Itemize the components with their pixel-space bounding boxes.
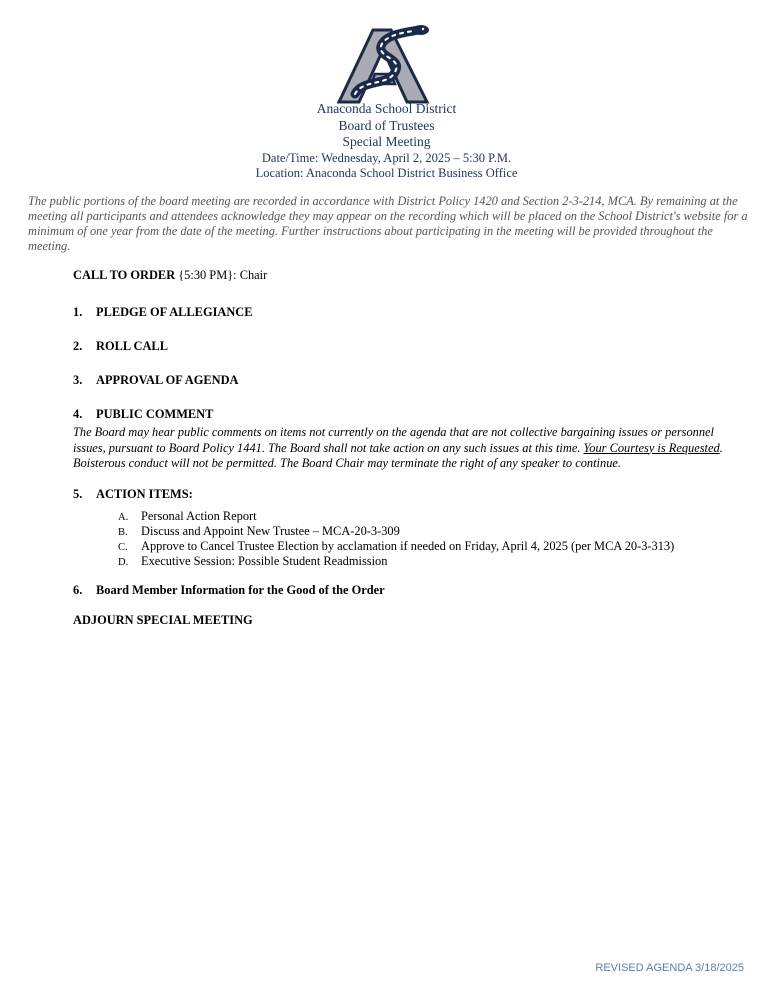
call-to-order-label: CALL TO ORDER: [73, 268, 176, 282]
meeting-datetime: Date/Time: Wednesday, April 2, 2025 – 5:30 P.M.: [261, 150, 512, 165]
district-name: Anaconda School District: [316, 101, 457, 116]
anaconda-logo-icon: [333, 24, 433, 104]
action-item: A. Personal Action Report: [118, 509, 257, 523]
action-item: B. Discuss and Appoint New Trustee – MCA-20-3-309: [118, 524, 400, 538]
adjourn: ADJOURN SPECIAL MEETING: [73, 613, 253, 627]
agenda-item: 6. Board Member Information for the Good of the Order: [73, 583, 385, 597]
revision-footer: REVISED AGENDA 3/18/2025: [595, 962, 744, 974]
agenda-item: 1. PLEDGE OF ALLEGIANCE: [73, 305, 253, 319]
public-comment-description: The Board may hear public comments on items not currently on the agenda that are not collective bargaining issues or personnel issues, pursuant to Board Policy 1441. The Board shall not take action on any such issues at this time. Your Courtesy is Requested. Boisterous conduct will not be permitted. The Board Chair may terminate the right of any speaker to continue.: [73, 425, 723, 470]
agenda-item: 4. PUBLIC COMMENT: [73, 407, 214, 421]
action-item: C. Approve to Cancel Trustee Election by acclamation if needed on Friday, April 4, 2025 (per MCA 20-3-313): [118, 539, 675, 553]
action-item: D. Executive Session: Possible Student Readmission: [118, 554, 388, 568]
meeting-header: [0, 101, 773, 181]
call-to-order: [73, 268, 267, 283]
board-name: Board of Trustees: [338, 117, 435, 133]
call-to-order-detail: {5:30 PM}: Chair: [175, 268, 268, 282]
agenda-item: 5. ACTION ITEMS:: [73, 487, 193, 501]
agenda-item: 3. APPROVAL OF AGENDA: [73, 373, 239, 387]
recording-notice: The public portions of the board meeting are recorded in accordance with District Policy 1420 and Section 2-3-214, MCA. By remaining at the meeting all participants and attendees acknowledge they may appear on the recording which will be placed on the School District's website for a minimum of one year from the date of the meeting. Further instructions about participating in the meeting will be provided throughout the meeting.: [28, 194, 748, 253]
meeting-location: Location: Anaconda School District Business Office: [255, 165, 518, 180]
meeting-type: Special Meeting: [342, 134, 431, 149]
courtesy-note: Your Courtesy is Requested: [583, 440, 720, 455]
agenda-item: 2. ROLL CALL: [73, 339, 168, 353]
